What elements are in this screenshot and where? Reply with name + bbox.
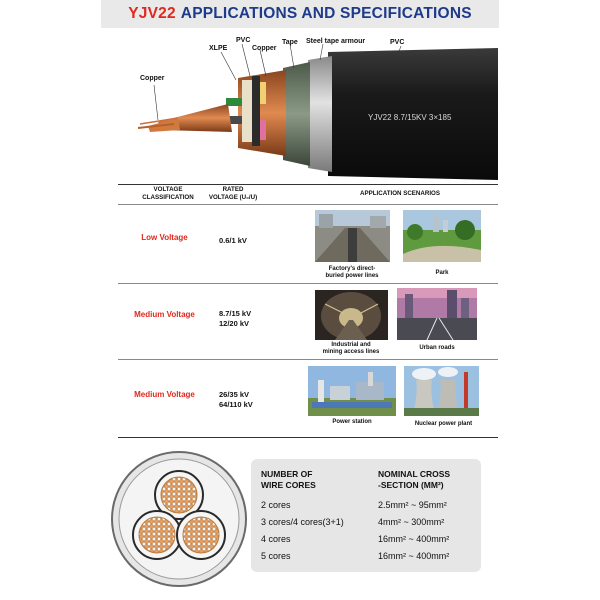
- rated-voltage: 0.6/1 kV: [219, 236, 247, 245]
- photo-mining-tunnel: [315, 290, 388, 340]
- photo-nuclear-power-plant: [404, 366, 479, 416]
- caption-mining: [306, 342, 396, 356]
- table-top-rule: [118, 184, 498, 185]
- sheath-print: YJV22 8.7/15KV 3×185: [368, 113, 452, 122]
- title-brand: YJV22: [128, 5, 176, 22]
- rated-voltage: 64/110 kV: [219, 400, 253, 409]
- caption-line: buried power lines: [325, 273, 379, 279]
- header-line: VOLTAGE: [153, 186, 183, 193]
- header-line: -SECTION (MM²): [378, 480, 444, 490]
- header-line: WIRE CORES: [261, 480, 316, 490]
- spec-row-section: 2.5mm² ~ 95mm²: [378, 500, 447, 510]
- header-application-scenarios: APPLICATION SCENARIOS: [360, 190, 440, 197]
- row-1-voltages: [219, 236, 247, 246]
- row-divider: [118, 359, 498, 360]
- header-line: NOMINAL CROSS: [378, 469, 451, 479]
- label-copper-conductor: Copper: [140, 75, 165, 82]
- spec-row-section: 16mm² ~ 400mm²: [378, 534, 450, 544]
- photo-factory-power-lines: [315, 210, 390, 262]
- row-3-classification: Medium Voltage: [134, 390, 195, 399]
- caption-factory: [307, 266, 397, 280]
- header-line: CLASSIFICATION: [142, 193, 194, 201]
- photo-urban-roads: [397, 288, 477, 340]
- row-2-voltages: [219, 309, 251, 329]
- cable-cross-section: [109, 449, 249, 589]
- row-divider: [118, 283, 498, 284]
- spec-row-cores: 4 cores: [261, 534, 291, 544]
- label-pvc-outer: PVC: [390, 39, 405, 46]
- title-text: APPLICATIONS AND SPECIFICATIONS: [180, 5, 472, 22]
- rated-voltage: 12/20 kV: [219, 319, 250, 328]
- photo-park: [403, 210, 481, 262]
- label-tape: Tape: [282, 39, 298, 46]
- row-1-classification: Low Voltage: [141, 233, 188, 242]
- spec-row-section: 4mm² ~ 300mm²: [378, 517, 445, 527]
- label-copper-screen: Copper: [252, 45, 277, 52]
- spec-header-cross-section: [378, 469, 450, 491]
- table-bottom-rule: [118, 437, 498, 438]
- caption-nuclear: Nuclear power plant: [414, 421, 473, 427]
- spec-header-cores: [261, 469, 316, 491]
- caption-line: Factory's direct-: [328, 266, 376, 272]
- rated-voltage: 8.7/15 kV: [219, 309, 252, 318]
- spec-row-cores: 5 cores: [261, 551, 291, 561]
- cable-layer-diagram: [118, 30, 498, 190]
- caption-park: Park: [435, 270, 449, 276]
- photo-power-station: [308, 366, 396, 416]
- rated-voltage: 26/35 kV: [219, 390, 250, 399]
- header-rated-voltage: [198, 186, 268, 201]
- label-pvc-inner: PVC: [236, 37, 251, 44]
- table-header-rule: [118, 204, 498, 205]
- header-line: VOLTAGE (U₀/U): [208, 193, 258, 201]
- label-steel-tape-armour: Steel tape armour: [306, 38, 366, 45]
- row-2-classification: Medium Voltage: [134, 310, 195, 319]
- spec-row-cores: 3 cores/4 cores(3+1): [261, 517, 344, 527]
- wire-core-spec-table: [251, 459, 481, 572]
- caption-line: mining access lines: [322, 349, 380, 355]
- spec-row-cores: 2 cores: [261, 500, 291, 510]
- label-xlpe: XLPE: [209, 45, 228, 52]
- header-line: NUMBER OF: [261, 469, 313, 479]
- caption-urban-roads: Urban roads: [419, 345, 455, 351]
- spec-row-section: 16mm² ~ 400mm²: [378, 551, 450, 561]
- row-3-voltages: [219, 390, 253, 410]
- page-title: [101, 0, 499, 28]
- header-line: RATED: [222, 186, 244, 193]
- caption-line: Industrial and: [331, 342, 371, 348]
- caption-power-station: Power station: [332, 419, 372, 425]
